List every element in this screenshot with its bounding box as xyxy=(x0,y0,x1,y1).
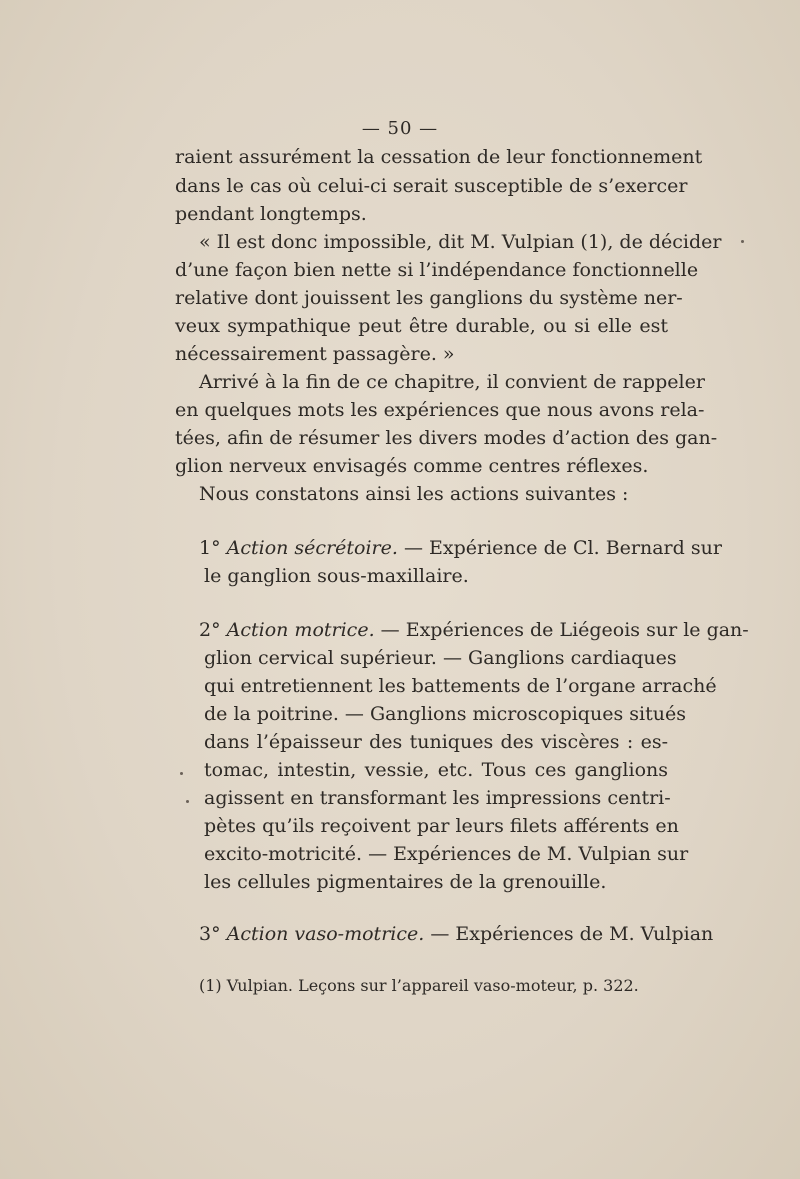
text-line: « Il est donc impossible, dit M. Vulpian (1), de décider xyxy=(199,231,722,253)
list-item-first-line xyxy=(199,922,714,946)
paper-speck xyxy=(741,240,744,243)
text-line: glion nerveux envisagés comme centres réflexes. xyxy=(175,455,649,477)
item-text: — Expériences de Liégeois sur le gan- xyxy=(380,619,749,641)
text-line: en quelques mots les expériences que nous avons rela- xyxy=(175,399,705,421)
item-title: Action sécrétoire. xyxy=(226,537,398,559)
item-text: — Expérience de Cl. Bernard sur xyxy=(403,537,722,559)
item-number: 1° xyxy=(199,537,221,559)
text-line: d’une façon bien nette si l’indépendance fonctionnelle xyxy=(175,259,699,281)
list-item-line: glion cervical supérieur. — Ganglions cardiaques xyxy=(204,647,677,669)
list-item-line: les cellules pigmentaires de la grenouille. xyxy=(204,871,607,893)
paper-speck xyxy=(186,800,189,803)
text-line: relative dont jouissent les ganglions du système ner- xyxy=(175,287,683,309)
list-item-line: pètes qu’ils reçoivent par leurs filets afférents en xyxy=(204,815,679,837)
list-item-line: qui entretiennent les battements de l’organe arraché xyxy=(204,675,717,697)
text-line: pendant longtemps. xyxy=(175,203,367,225)
item-number: 2° xyxy=(199,619,221,641)
list-item-first-line xyxy=(199,618,749,642)
item-title: Action motrice. xyxy=(226,619,375,641)
list-item-line: agissent en transformant les impressions centri- xyxy=(204,787,671,809)
text-line: Arrivé à la fin de ce chapitre, il convient de rappeler xyxy=(199,371,705,393)
list-item-line: excito-motricité. — Expériences de M. Vulpian sur xyxy=(204,843,689,865)
item-number: 3° xyxy=(199,923,221,945)
footnote: (1) Vulpian. Leçons sur l’appareil vaso-moteur, p. 322. xyxy=(199,976,639,995)
list-item-line: de la poitrine. — Ganglions microscopiques situés xyxy=(204,703,686,725)
text-line: tées, afin de résumer les divers modes d’action des gan- xyxy=(175,427,718,449)
list-item-line: le ganglion sous-maxillaire. xyxy=(204,565,469,587)
text-line: dans le cas où celui-ci serait susceptible de s’exercer xyxy=(175,175,688,197)
paper-speck xyxy=(180,772,183,775)
list-item-first-line xyxy=(199,536,722,560)
text-line: Nous constatons ainsi les actions suivantes : xyxy=(199,483,629,505)
list-item-line: tomac, intestin, vessie, etc. Tous ces ganglions xyxy=(204,759,668,781)
text-line: nécessairement passagère. » xyxy=(175,343,455,365)
text-line: veux sympathique peut être durable, ou si elle est xyxy=(175,315,668,337)
list-item-line: dans l’épaisseur des tuniques des viscères : es- xyxy=(204,731,668,753)
text-line: raient assurément la cessation de leur fonctionnement xyxy=(175,146,703,168)
item-text: — Expériences de M. Vulpian xyxy=(430,923,714,945)
page-number: — 50 — xyxy=(361,118,439,139)
item-title: Action vaso-motrice. xyxy=(226,923,425,945)
